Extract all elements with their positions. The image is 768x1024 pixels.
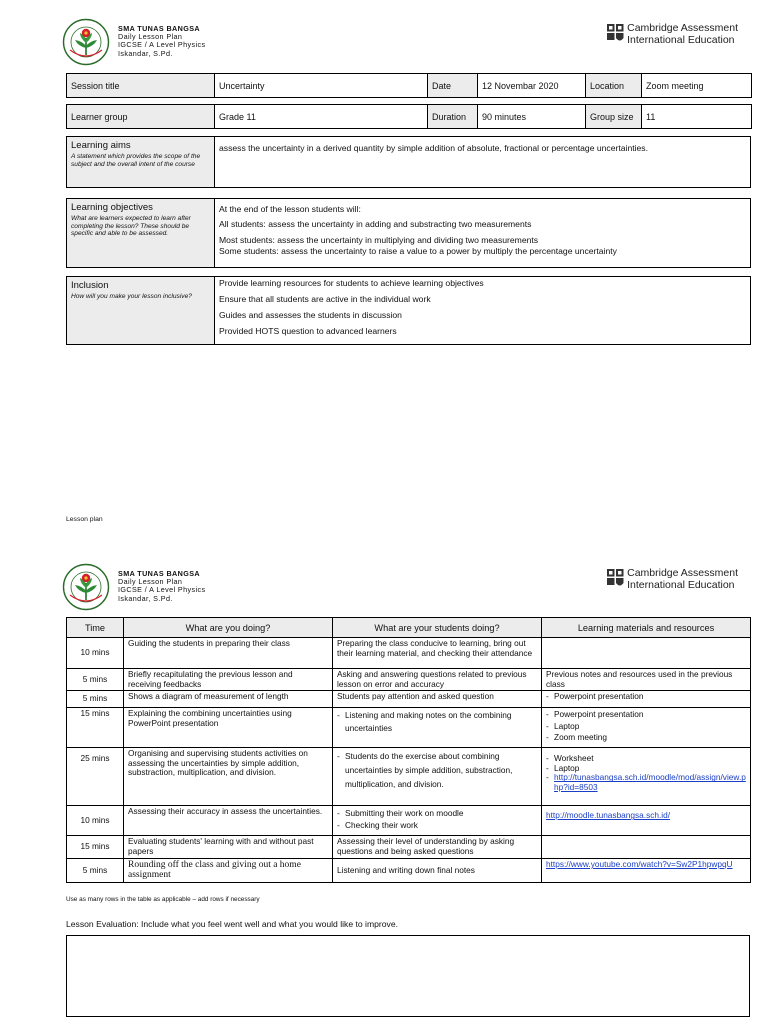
- cambridge-shield-icon: [607, 24, 624, 43]
- student-activity: - Students do the exercise about combining uncertainties by simple addition, substraction, multiplication, and division.: [337, 749, 537, 791]
- resources-cell: [542, 638, 751, 669]
- lesson-evaluation-box[interactable]: [66, 935, 750, 1017]
- location-value: Zoom meeting: [642, 74, 752, 98]
- session-table: [66, 73, 752, 98]
- teacher-cell: Assessing their accuracy in assess the uncertainties.: [124, 806, 333, 836]
- course-name: IGCSE / A Level Physics: [118, 585, 206, 595]
- date-label: Date: [428, 74, 478, 98]
- resource-item: - Powerpoint presentation: [546, 709, 746, 721]
- time-cell: 5 mins: [67, 859, 124, 883]
- cambridge-logo: [607, 22, 738, 46]
- date-value: 12 Novembar 2020: [478, 74, 586, 98]
- learner-row: [67, 105, 752, 129]
- learning-objectives-table: [66, 198, 751, 268]
- youtube-video-link[interactable]: https://www.youtube.com/watch?v=Sw2P1hpwpqU: [546, 859, 733, 870]
- students-cell: [333, 708, 542, 748]
- learner-group-label: Learner group: [67, 105, 215, 129]
- school-info: [118, 570, 206, 603]
- cambridge-shield-icon: [607, 569, 624, 588]
- time-cell: 10 mins: [67, 638, 124, 669]
- page-header: [60, 18, 750, 64]
- doc-type: Daily Lesson Plan: [118, 577, 183, 587]
- teacher-cell: Guiding the students in preparing their class: [124, 638, 333, 669]
- duration-label: Duration: [428, 105, 478, 129]
- inclusion-desc: How will you make your lesson inclusive?: [71, 293, 192, 300]
- cambridge-line1: Cambridge Assessment: [627, 567, 738, 579]
- cambridge-line2: International Education: [627, 579, 735, 591]
- resources-cell: [542, 708, 751, 748]
- moodle-home-link[interactable]: http://moodle.tunasbangsa.sch.id/: [546, 810, 671, 821]
- time-cell: 25 mins: [67, 748, 124, 806]
- resource-item: - Worksheet: [546, 754, 746, 764]
- lesson-plan-label: Lesson plan: [66, 516, 103, 523]
- students-cell: Asking and answering questions related to previous lesson on error and accuracy: [333, 669, 542, 691]
- student-activity: - Listening and making notes on the combining uncertainties: [337, 709, 537, 735]
- session-row: [67, 74, 752, 98]
- table-row: [67, 806, 751, 836]
- student-activity: - Checking their work: [337, 819, 537, 831]
- students-cell: [333, 748, 542, 806]
- teacher-cell: Explaining the combining uncertainties using PowerPoint presentation: [124, 708, 333, 748]
- inclusion-text: [215, 277, 751, 345]
- resources-cell: [542, 806, 751, 836]
- table-row: [67, 691, 751, 708]
- students-cell: Assessing their level of understanding by asking questions and being asked questions: [333, 836, 542, 859]
- time-cell: 5 mins: [67, 669, 124, 691]
- students-cell: Preparing the class conducive to learning, bring out their learning material, and checking their attendance: [333, 638, 542, 669]
- teacher-cell: Briefly recapitulating the previous lesson and receiving feedbacks: [124, 669, 333, 691]
- resources-cell: [542, 691, 751, 708]
- resource-link-item: [546, 773, 746, 792]
- table-row: [67, 748, 751, 806]
- learning-objectives-desc: What are learners expected to learn after completing the lesson? These should be specific and able to be assessed.: [71, 215, 191, 238]
- time-cell: 15 mins: [67, 836, 124, 859]
- learning-aims-table: [66, 136, 751, 188]
- learning-objectives-label: Learning objectives: [71, 202, 153, 213]
- learning-aims-label: Learning aims: [71, 140, 131, 151]
- cambridge-line2: International Education: [627, 34, 735, 46]
- objective-line: All students: assess the uncertainty in adding and substracting two measurements: [219, 219, 532, 229]
- inclusion-line: Ensure that all students are active in the individual work: [219, 294, 431, 304]
- col-header-teacher: What are you doing?: [124, 618, 333, 638]
- students-cell: Listening and writing down final notes: [333, 859, 542, 883]
- resource-item: - Powerpoint presentation: [546, 692, 746, 702]
- learning-aims-text: assess the uncertainty in a derived quantity by simple addition of absolute, fractional or percentage uncertainties.: [215, 137, 751, 188]
- teacher-cell: Shows a diagram of measurement of length: [124, 691, 333, 708]
- resources-cell: Previous notes and resources used in the previous class: [542, 669, 751, 691]
- evaluation-prompt: Lesson Evaluation: Include what you feel went well and what you would like to improve.: [66, 919, 399, 929]
- resources-cell: [542, 748, 751, 806]
- teacher-cell: Organising and supervising students activities on assessing the uncertainties by simple addition, substraction, multiplication, and division.: [124, 748, 333, 806]
- table-row: [67, 638, 751, 669]
- learning-objectives-label-cell: [67, 199, 215, 268]
- col-header-resources: Learning materials and resources: [542, 618, 751, 638]
- lesson-plan-table: [66, 617, 751, 883]
- resource-item: - Laptop: [546, 721, 746, 733]
- learning-aims-label-cell: [67, 137, 215, 188]
- students-cell: [333, 806, 542, 836]
- table-note: Use as many rows in the table as applicable – add rows if necessary: [66, 896, 260, 903]
- group-size-label: Group size: [586, 105, 642, 129]
- time-cell: 5 mins: [67, 691, 124, 708]
- inclusion-line: Guides and assesses the students in discussion: [219, 310, 402, 320]
- table-row: [67, 708, 751, 748]
- teacher-name: Iskandar, S.Pd.: [118, 593, 173, 603]
- inclusion-line: Provide learning resources for students to achieve learning objectives: [219, 278, 484, 288]
- teacher-cell: Rounding off the class and giving out a home assignment: [124, 859, 333, 883]
- school-seal-logo: [62, 18, 110, 66]
- teacher-name: Iskandar, S.Pd.: [118, 48, 173, 58]
- learning-objectives-text: [215, 199, 751, 268]
- duration-value: 90 minutes: [478, 105, 586, 129]
- moodle-assignment-link[interactable]: http://tunasbangsa.sch.id/moodle/mod/assign/view.php?id=8503: [554, 772, 746, 792]
- inclusion-line: Provided HOTS question to advanced learners: [219, 326, 397, 336]
- session-title-value: Uncertainty: [215, 74, 428, 98]
- table-row: [67, 669, 751, 691]
- table-row: [67, 859, 751, 883]
- objective-line: Some students: assess the uncertainty to raise a value to a power by multiply the percentage uncertainty: [219, 246, 617, 256]
- inclusion-label: Inclusion: [71, 280, 109, 291]
- inclusion-label-cell: [67, 277, 215, 345]
- resource-item: - Zoom meeting: [546, 732, 746, 744]
- school-name: SMA TUNAS BANGSA: [118, 569, 201, 578]
- inclusion-table: [66, 276, 751, 345]
- page-header-2: [60, 563, 750, 609]
- location-label: Location: [586, 74, 642, 98]
- resource-item: - Laptop: [546, 764, 746, 774]
- session-title-label: Session title: [67, 74, 215, 98]
- student-activity: - Submitting their work on moodle: [337, 807, 537, 819]
- resources-cell: [542, 859, 751, 883]
- learner-table: [66, 104, 752, 129]
- school-info: [118, 25, 206, 58]
- school-name: SMA TUNAS BANGSA: [118, 24, 201, 33]
- learning-aims-desc: A statement which provides the scope of the subject and the overall intent of the course: [71, 153, 201, 168]
- learner-group-value: Grade 11: [215, 105, 428, 129]
- school-seal-logo: [62, 563, 110, 611]
- objective-line: Most students: assess the uncertainty in multiplying and dividing two measurements: [219, 235, 539, 245]
- cambridge-logo: [607, 567, 738, 591]
- time-cell: 10 mins: [67, 806, 124, 836]
- students-cell: Students pay attention and asked question: [333, 691, 542, 708]
- course-name: IGCSE / A Level Physics: [118, 40, 206, 50]
- col-header-time: Time: [67, 618, 124, 638]
- time-cell: 15 mins: [67, 708, 124, 748]
- cambridge-line1: Cambridge Assessment: [627, 22, 738, 34]
- group-size-value: 11: [642, 105, 752, 129]
- table-header-row: [67, 618, 751, 638]
- objective-line: At the end of the lesson students will:: [219, 204, 361, 214]
- doc-type: Daily Lesson Plan: [118, 32, 183, 42]
- teacher-cell: Evaluating students' learning with and without past papers: [124, 836, 333, 859]
- col-header-students: What are your students doing?: [333, 618, 542, 638]
- resources-cell: [542, 836, 751, 859]
- table-row: [67, 836, 751, 859]
